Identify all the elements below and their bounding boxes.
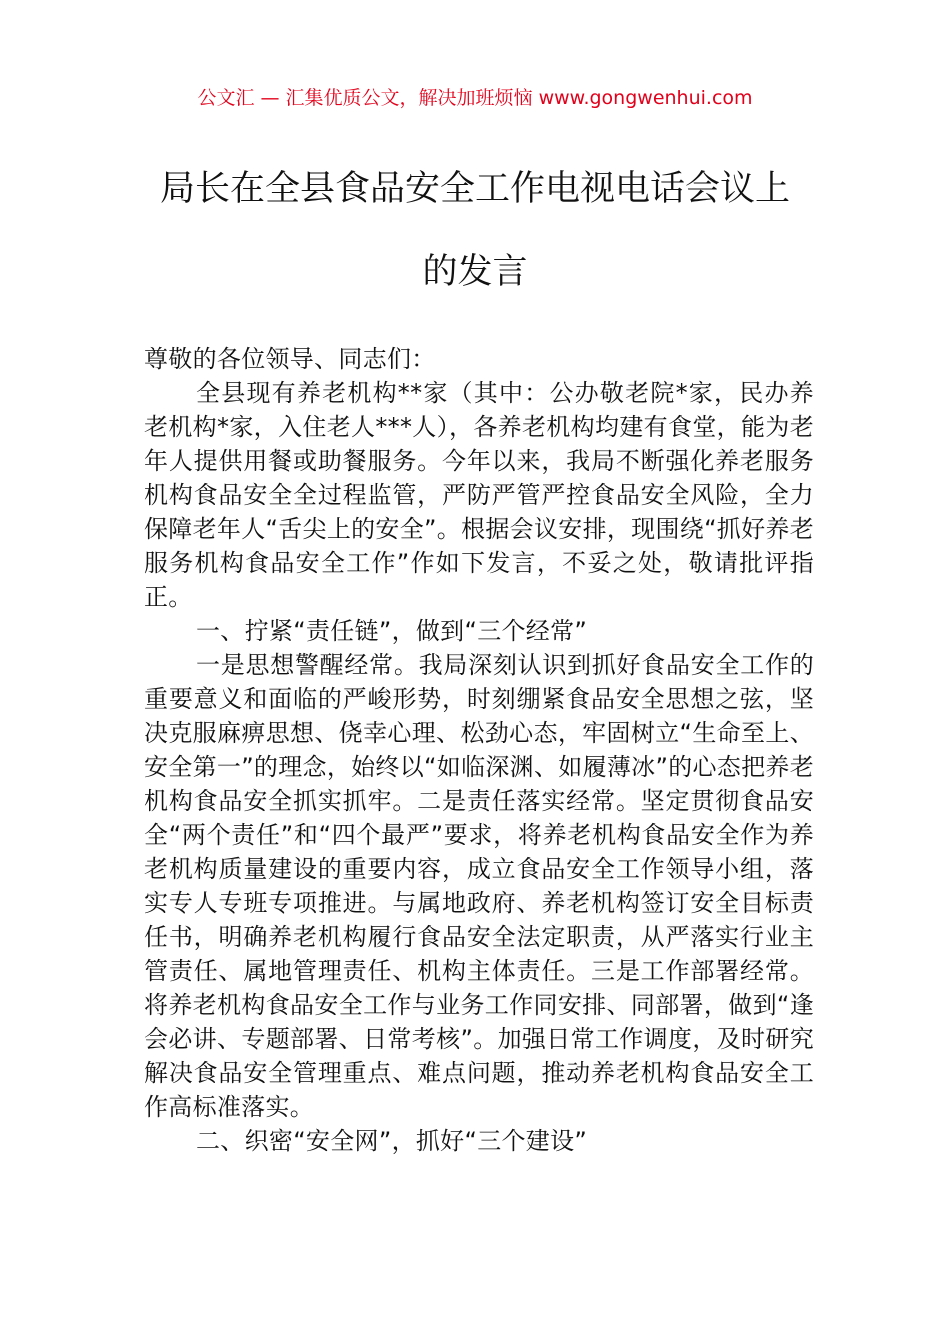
paragraph-section-1: 一是思想警醒经常。我局深刻认识到抓好食品安全工作的重要意义和面临的严峻形势，时刻绷紧食品安全思想之弦，坚决克服麻痹思想、侥幸心理、松劲心态，牢固树立“生命至上、安全第一”的理念，始终以“如临深渊、如履薄冰”的心态把养老机构食品安全抓实抓牢。二是责任落实经常。坚定贯彻食品安全“两个责任”和“四个最严”要求，将养老机构食品安全作为养老机构质量建设的重要内容，成立食品安全工作领导小组，落实专人专班专项推进。与属地政府、养老机构签订安全目标责任书，明确养老机构履行食品安全法定职责，从严落实行业主管责任、属地管理责任、机构主体责任。三是工作部署经常。将养老机构食品安全工作与业务工作同安排、同部署，做到“逢会必讲、专题部署、日常考核”。加强日常工作调度，及时研究解决食品安全管理重点、难点问题，推动养老机构食品安全工作高标准落实。 <box>144 651 814 1121</box>
section-heading-1: 一、拧紧“责任链”，做到“三个经常” <box>196 617 588 645</box>
paragraph-intro: 全县现有养老机构**家（其中：公办敬老院*家，民办养老机构*家，入住老人***人），各养老机构均建有食堂，能为老年人提供用餐或助餐服务。今年以来，我局不断强化养老服务机构食品安全全过程监管，严防严管严控食品安全风险，全力保障老年人“舌尖上的安全”。根据会议安排，现围绕“抓好养老服务机构食品安全工作”作如下发言，不妥之处，敬请批评指正。 <box>144 379 814 611</box>
document-body <box>144 342 814 1158</box>
document-title-line-1: 局长在全县食品安全工作电视电话会议上 <box>159 169 790 209</box>
section-heading-2: 二、织密“安全网”，抓好“三个建设” <box>196 1127 588 1155</box>
header-banner: 公文汇 — 汇集优质公文，解决加班烦恼 www.gongwenhui.com <box>197 87 753 109</box>
document-title <box>100 148 850 314</box>
salutation: 尊敬的各位领导、同志们： <box>144 345 436 373</box>
document-title-line-2: 的发言 <box>422 252 528 292</box>
